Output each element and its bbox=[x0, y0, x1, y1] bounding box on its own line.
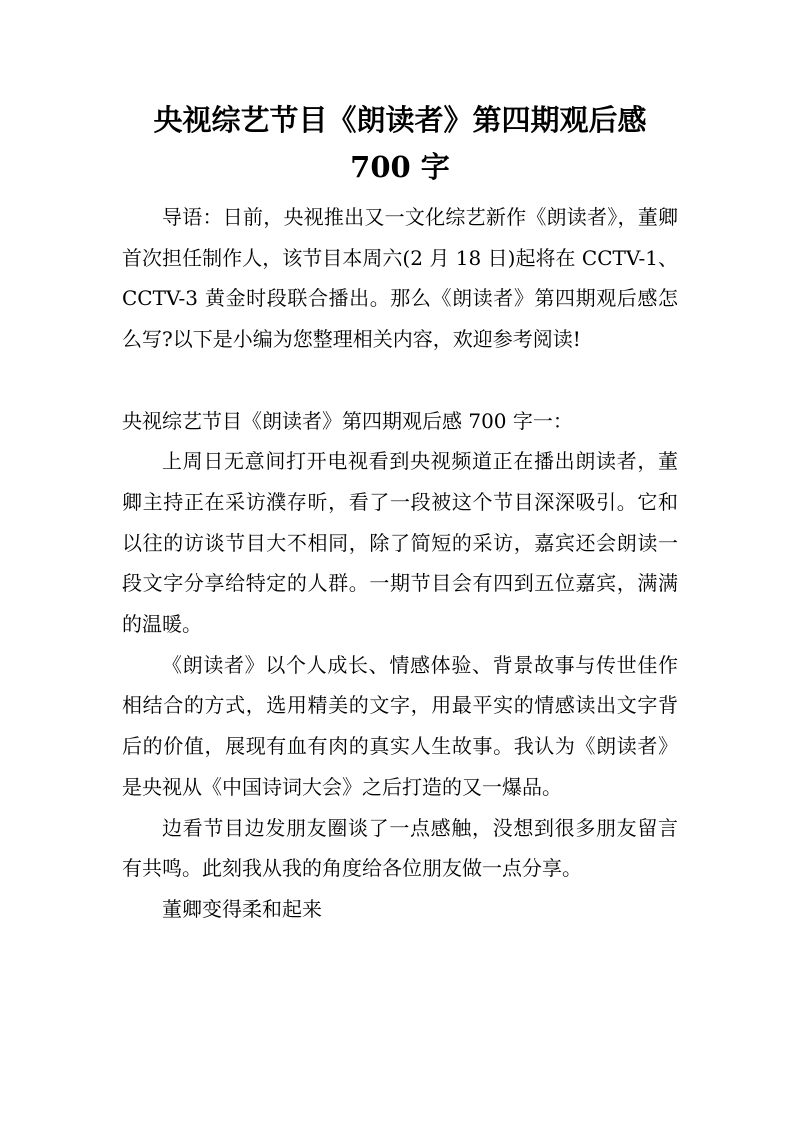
document-body bbox=[122, 197, 678, 930]
section-heading: 央视综艺节目《朗读者》第四期观后感 700 字一： bbox=[122, 408, 573, 433]
paragraph-spacer bbox=[122, 360, 678, 401]
body-paragraph-2: 《朗读者》以个人成长、情感体验、背景故事与传世佳作相结合的方式，选用精美的文字，用最平实的情感读出文字背后的价值，展现有血有肉的真实人生故事。我认为《朗读者》是央视从《中国诗词大会》之后打造的又一爆品。 bbox=[122, 652, 678, 799]
title-line-1: 央视综艺节目《朗读者》第四期观后感 bbox=[153, 103, 647, 137]
title-line-2: 700 字 bbox=[350, 150, 450, 184]
intro-paragraph: 导语：日前，央视推出又一文化综艺新作《朗读者》，董卿首次担任制作人，该节目本周六(2 月 18 日)起将在 CCTV-1、CCTV-3 黄金时段联合播出。那么《朗读者》第四期观后感怎么写?以下是小编为您整理相关内容，欢迎参考阅读! bbox=[122, 205, 678, 352]
body-paragraph-3: 边看节目边发朋友圈谈了一点感触，没想到很多朋友留言有共鸣。此刻我从我的角度给各位朋友做一点分享。 bbox=[122, 815, 678, 881]
document-title bbox=[100, 97, 700, 191]
body-paragraph-4: 董卿变得柔和起来 bbox=[162, 896, 322, 921]
body-paragraph-1: 上周日无意间打开电视看到央视频道正在播出朗读者，董卿主持正在采访濮存昕，看了一段被这个节目深深吸引。它和以往的访谈节目大不相同，除了简短的采访，嘉宾还会朗读一段文字分享给特定的人群。一期节目会有四到五位嘉宾，满满的温暖。 bbox=[122, 449, 678, 637]
